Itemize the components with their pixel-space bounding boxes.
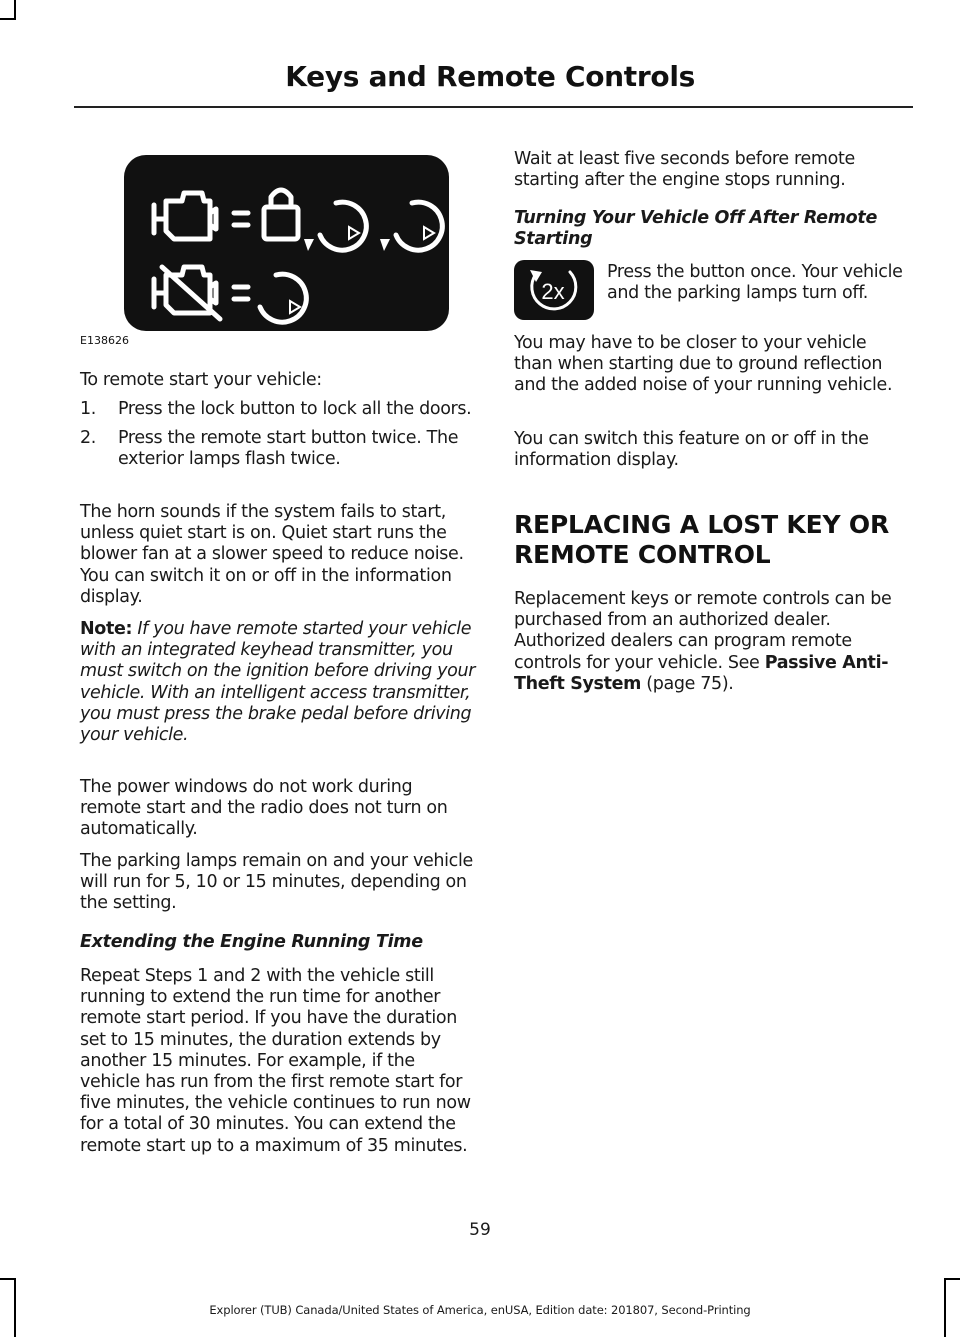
step-number: 1. xyxy=(80,399,96,419)
crop-mark xyxy=(14,0,16,18)
section-heading-line: REMOTE CONTROL xyxy=(514,540,771,569)
remote-start-2x-icon xyxy=(514,260,594,320)
step-number: 2. xyxy=(80,428,96,449)
repeat-paragraph: Repeat Steps 1 and 2 with the vehicle still running to extend the run time for another remote start period. If you have the duration set to 15 minutes, the duration extends by another 15 minutes. For example, if the vehicle has run from the first remote start for five minutes, the vehicle continues to run now for a total of 30 minutes. You can extend the remote start up to a maximum of 35 minutes. xyxy=(80,966,471,1156)
press-once-paragraph: Press the button once. Your vehicle and the parking lamps turn off. xyxy=(607,262,903,304)
crop-mark xyxy=(0,1278,16,1280)
parking-lamps-paragraph: The parking lamps remain on and your vehicle will run for 5, 10 or 15 minutes, depending on the setting. xyxy=(80,851,473,914)
figure-caption: E138626 xyxy=(80,334,129,347)
note-paragraph xyxy=(80,619,478,746)
windows-paragraph: The power windows do not work during remote start and the radio does not turn on automatically. xyxy=(80,777,448,840)
section-heading xyxy=(514,510,909,570)
switch-paragraph: You can switch this feature on or off in the information display. xyxy=(514,429,869,471)
page-number: 59 xyxy=(469,1220,491,1240)
note-text: If you have remote started your vehicle with an integrated keyhead transmitter, you must switch on the ignition before driving your vehicle. With an intelligent access transmitter, you must press the brake pedal before driving your vehicle. xyxy=(80,619,476,746)
extend-subheading: Extending the Engine Running Time xyxy=(80,932,423,952)
horn-paragraph: The horn sounds if the system fails to start, unless quiet start is on. Quiet start runs the blower fan at a slower speed to reduce noise. You can switch it on or off in the information display. xyxy=(80,502,464,607)
passive-anti-theft-link[interactable]: Passive Anti-Theft System xyxy=(514,652,889,694)
note-label: Note: xyxy=(80,619,133,639)
closer-paragraph: You may have to be closer to your vehicle than when starting due to ground reflection and the added noise of your running vehicle. xyxy=(514,333,893,396)
list-item xyxy=(80,399,475,420)
page-title: Keys and Remote Controls xyxy=(285,60,695,93)
step-text: Press the lock button to lock all the doors. xyxy=(118,399,472,419)
turn-off-subheading: Turning Your Vehicle Off After Remote Starting xyxy=(514,208,878,249)
step-list xyxy=(80,399,475,479)
wait-paragraph: Wait at least five seconds before remote starting after the engine stops running. xyxy=(514,149,855,191)
replace-paragraph xyxy=(514,589,909,695)
icon-2x-label: 2x xyxy=(541,279,565,304)
section-heading-line: REPLACING A LOST KEY OR xyxy=(514,510,889,539)
crop-mark xyxy=(0,18,16,20)
remote-start-figure xyxy=(124,155,449,331)
list-item xyxy=(80,428,475,470)
page-reference: (page 75). xyxy=(641,673,734,694)
header-divider xyxy=(74,106,913,108)
engine-lock-remote-icon xyxy=(124,155,449,331)
step-text: Press the remote start button twice. The exterior lamps flash twice. xyxy=(118,428,459,470)
intro-text: To remote start your vehicle: xyxy=(80,370,322,390)
footer-text: Explorer (TUB) Canada/United States of America, enUSA, Edition date: 201807, Second-Printing xyxy=(209,1303,751,1317)
crop-mark xyxy=(944,1278,960,1280)
replace-text: Replacement keys or remote controls can be purchased from an authorized dealer. Authorized dealers can program remote controls for your vehicle. See xyxy=(514,589,892,673)
